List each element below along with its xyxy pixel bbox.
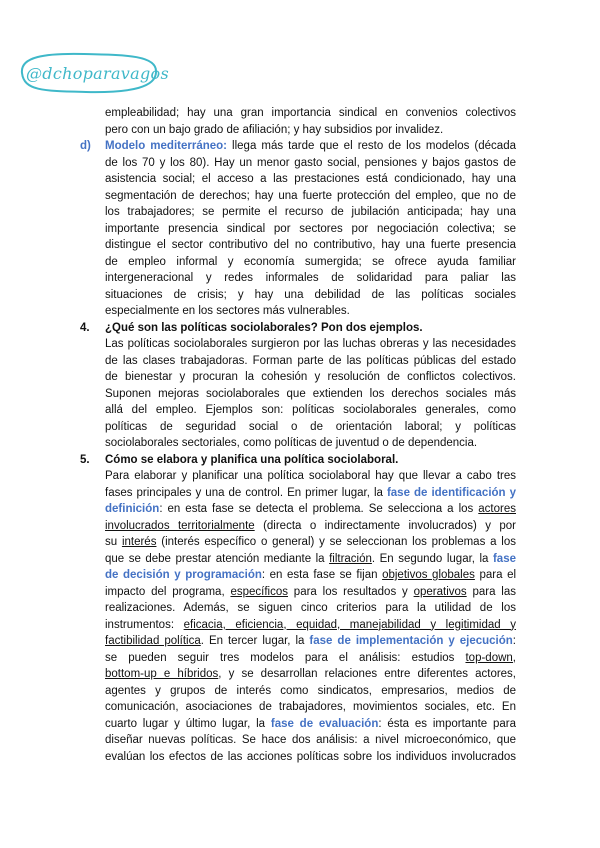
text-line: especialmente en los sectores más vulnerables. bbox=[105, 305, 350, 317]
text-line: impacto del programa, específicos para los resultados y operativos para las bbox=[105, 585, 516, 598]
text-line: Para elaborar y planificar una política sociolaboral hay que llevar a cabo tres bbox=[105, 470, 516, 482]
text-line: realizaciones. Además, se siguen cinco criterios para la utilidad de los bbox=[105, 602, 516, 614]
underlined-term: eficacia, eficiencia, equidad, manejabilidad y legitimidad y bbox=[183, 618, 516, 631]
text-line: sociolaborales sectoriales, como políticas de juventud o de dependencia. bbox=[105, 437, 478, 449]
list-marker: 4. bbox=[80, 321, 90, 334]
underlined-term: involucrados territorialmente bbox=[105, 519, 255, 532]
text-line: se pueden seguir tres modelos para el análisis: estudios top-down, bbox=[105, 651, 516, 664]
question-title: ¿Qué son las políticas sociolaborales? Pon dos ejemplos. bbox=[105, 321, 423, 334]
text-line: intergeneracional y redes informales de solidaridad para paliar las bbox=[105, 272, 516, 284]
phase-highlight: definición bbox=[105, 503, 160, 515]
list-marker: d) bbox=[80, 140, 91, 152]
text-line: fases principales y una de control. En primer lugar, la fase de identificación y bbox=[105, 486, 516, 499]
section-d bbox=[80, 138, 516, 320]
phase-highlight: fase bbox=[492, 552, 516, 565]
text-line: que se debe prestar atención mediante la filtración. En segundo lugar, la fase bbox=[105, 552, 516, 565]
logo-text: @dchoparavagos bbox=[26, 64, 169, 83]
text-line: segmentación de derechos; hay una fuerte protección del empleo, que no de bbox=[105, 189, 516, 202]
section-title: Modelo mediterráneo: bbox=[105, 140, 227, 152]
text-line: diseñar nuevas políticas. Se hace dos análisis: a nivel microeconómico, que bbox=[105, 734, 516, 746]
text-line: Modelo mediterráneo: llega más tarde que el resto de los modelos (década bbox=[105, 140, 516, 152]
text-line: definición: en esta fase se detecta el problema. Se selecciona a los actores bbox=[105, 503, 516, 515]
phase-highlight: de decisión y programación bbox=[105, 569, 262, 581]
question-4 bbox=[80, 320, 516, 452]
underlined-term: operativos bbox=[413, 585, 467, 598]
phase-highlight: fase de identificación y bbox=[386, 486, 516, 499]
text-line: agentes y grupos de interés como sindicatos, empresarios, medios de bbox=[105, 684, 516, 697]
text-line: allá del empleo. Ejemplos son: políticas sociolaborales generales, como bbox=[105, 404, 516, 416]
underlined-term: top-down, bbox=[465, 651, 516, 664]
document-body bbox=[80, 105, 516, 765]
text-line: factibilidad política. En tercer lugar, la fase de implementación y ejecución: bbox=[105, 635, 516, 647]
text-line: su interés (interés específico o general) y se seleccionan los problemas a los bbox=[105, 536, 516, 548]
text-line: de bienestar y procuran la cohesión y resolución de conflictos colectivos. bbox=[105, 371, 516, 383]
underlined-term: factibilidad política bbox=[105, 635, 201, 647]
underlined-term: objetivos globales bbox=[382, 569, 475, 581]
phase-highlight: fase de evaluación bbox=[270, 717, 379, 730]
text-line: instrumentos: eficacia, eficiencia, equidad, manejabilidad y legitimidad y bbox=[105, 618, 516, 631]
text-line: importante presencia sindical por sectores por negociación colectiva; se bbox=[105, 222, 516, 235]
question-5 bbox=[80, 452, 516, 766]
text-line: de decisión y programación: en esta fase se fijan objetivos globales para el bbox=[105, 569, 516, 581]
text-line: involucrados territorialmente (directa o indirectamente involucrados) y por bbox=[105, 519, 516, 532]
phase-highlight: fase de implementación y ejecución bbox=[309, 635, 513, 647]
text-line: situaciones de crisis; y hay una debilidad de las políticas sociales bbox=[105, 288, 516, 301]
text-line: cuarto lugar y último lugar, la fase de evaluación: ésta es importante para bbox=[105, 717, 516, 730]
text-line: Suponen mejoras sociolaborales que extienden los derechos sociales más bbox=[105, 387, 516, 400]
underlined-term: específicos bbox=[230, 585, 288, 598]
text-line: los trabajadores; se permite el recurso de jubilación anticipada; hay una bbox=[105, 206, 516, 218]
text-line: pero con un bajo grado de afiliación; y hay subsidios por invalidez. bbox=[105, 123, 444, 136]
text-line: de los 70 y los 80). Hay un menor gasto social, pensiones y bajos gastos de bbox=[105, 156, 516, 169]
underlined-term: bottom-up e híbridos bbox=[105, 668, 219, 680]
text-line: de empleo informal y economía sumergida; se ofrece ayuda familiar bbox=[105, 255, 516, 268]
text-line: distingue el sector contributivo del no contributivo, hay una fuerte presencia bbox=[105, 239, 516, 251]
text-line: bottom-up e híbridos, y se desarrollan relaciones entre diferentes actores, bbox=[105, 668, 516, 680]
text-line: políticas de seguridad social o de orientación laboral; y políticas bbox=[105, 420, 516, 433]
underlined-term: actores bbox=[478, 503, 516, 515]
text-line: de las clases trabajadoras. Forman parte de las políticas públicas del estado bbox=[105, 354, 516, 367]
text-line: comunicación, asociaciones de trabajadores, movimientos sociales, etc. En bbox=[105, 701, 516, 713]
text-line: asistencia social; el acceso a las prestaciones está condicionado, hay una bbox=[105, 173, 516, 185]
question-title: Cómo se elabora y planifica una política sociolaboral. bbox=[105, 453, 399, 466]
text-line: empleabilidad; hay una gran importancia sindical en convenios colectivos bbox=[105, 107, 516, 119]
text-line: evalúan los efectos de las acciones políticas sobre los individuos involucrados bbox=[105, 750, 516, 763]
list-marker: 5. bbox=[80, 453, 90, 466]
text-line: Las políticas sociolaborales surgieron por las luchas obreras y las necesidades bbox=[105, 338, 516, 350]
underlined-term: interés bbox=[121, 536, 157, 548]
underlined-term: filtración bbox=[329, 552, 372, 565]
